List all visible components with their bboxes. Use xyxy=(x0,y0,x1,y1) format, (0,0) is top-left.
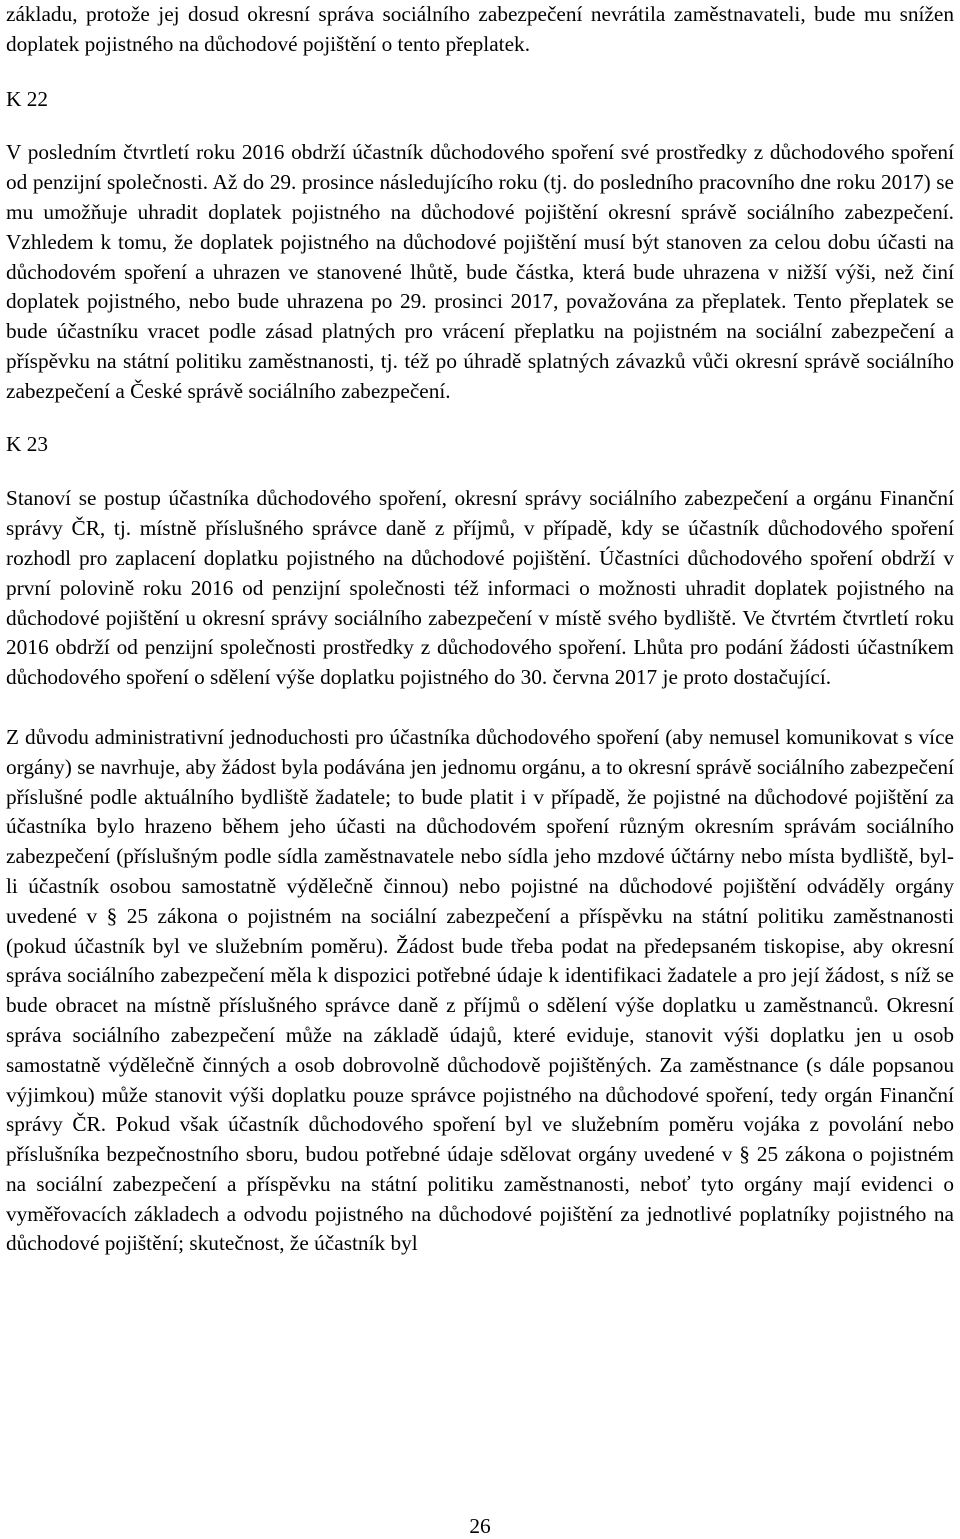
intro-paragraph: základu, protože jej dosud okresní správa sociálního zabezpečení nevrátila zaměstnavateli, bude mu snížen doplatek pojistného na důchodové pojištění o tento přeplatek. xyxy=(6,2,954,56)
paragraph-administrative-simplicity: Z důvodu administrativní jednoduchosti pro účastníka důchodového spoření (aby nemusel komunikovat s více orgány) se navrhuje, aby žádost byla podávána jen jednomu orgánu, a to okresní správě sociálního zabezpečení příslušné podle aktuálního bydliště žadatele; to bude platit i v případě, že pojistné na důchodové pojištění za účastníka bylo hrazeno během jeho účasti na důchodovém spoření různým okresním správám sociálního zabezpečení (příslušným podle sídla zaměstnavatele nebo sídla jeho mzdové účtárny nebo místa bydliště, byl-li účastník osobou samostatně výdělečně činnou) nebo pojistné na důchodové pojištění odváděly orgány uvedené v § 25 zákona o pojistném na sociální zabezpečení a příspěvku na státní politiku zaměstnanosti (pokud účastník byl ve služebním poměru). Žádost bude třeba podat na předepsaném tiskopise, aby okresní správa sociálního zabezpečení měla k dispozici potřebné údaje k identifikaci žadatele a pro její žádost, s níž se bude obracet na místně příslušného správce daně z příjmů o sdělení výše doplatku u zaměstnanců. Okresní správa sociálního zabezpečení může na základě údajů, které eviduje, stanovit výši doplatku jen u osob samostatně výdělečně činných a osob dobrovolně důchodově pojištěných. Za zaměstnance (s dále popsanou výjimkou) může stanovit výši doplatku pouze správce pojistného na důchodové spoření, tedy orgán Finanční správy ČR. Pokud však účastník důchodového spoření byl ve služebním poměru vojáka z povolání nebo příslušníka bezpečnostního sboru, budou potřebné údaje sdělovat orgány uvedené v § 25 zákona o pojistném na sociální zabezpečení a příspěvku na státní politiku zaměstnanosti, neboť tyto orgány mají evidenci o vyměřovacích základech a odvodu pojistného na důchodové pojištění za jednotlivé poplatníky pojistného na důchodové pojištění; skutečnost, že účastník byl xyxy=(6,724,954,1256)
section-heading-k22: K 22 xyxy=(6,86,49,111)
paragraph-k22: V posledním čtvrtletí roku 2016 obdrží účastník důchodového spoření své prostředky z důchodového spoření od penzijní společnosti. Až do 29. prosince následujícího roku (tj. do posledního pracovního dne roku 2017) se mu umožňuje uhradit doplatek pojistného na důchodové pojištění okresní správě sociálního zabezpečení. Vzhledem k tomu, že doplatek pojistného na důchodové pojištění musí být stanoven za celou dobu účasti na důchodovém spoření a uhrazen ve stanovené lhůtě, bude částka, která bude uhrazena v nižší výši, než činí doplatek pojistného, nebo bude uhrazena po 29. prosinci 2017, považována za přeplatek. Tento přeplatek se bude účastníku vracet podle zásad platných pro vrácení přeplatku na pojistném na sociální zabezpečení a příspěvku na státní politiku zaměstnanosti, tj. též po úhradě splatných závazků vůči okresní správě sociálního zabezpečení a České správě sociálního zabezpečení. xyxy=(6,140,954,403)
document-page xyxy=(6,0,954,1259)
paragraph-k23: Stanoví se postup účastníka důchodového spoření, okresní správy sociálního zabezpečení a orgánu Finanční správy ČR, tj. místně příslušného správce daně z příjmů, v případě, kdy se účastník důchodového spoření rozhodl pro zaplacení doplatku pojistného na důchodové pojištění. Účastníci důchodového spoření obdrží v první polovině roku 2016 od penzijní společnosti též informaci o možnosti uhradit doplatek pojistného na důchodové pojištění u okresní správy sociálního zabezpečení v místě svého bydliště. Ve čtvrtém čtvrtletí roku 2016 obdrží od penzijní společnosti prostředky z důchodového spoření. Lhůta pro podání žádosti účastníkem důchodového spoření o sdělení výše doplatku pojistného do 30. června 2017 je proto dostačující. xyxy=(6,486,954,690)
page-number: 26 xyxy=(469,1514,491,1538)
section-heading-k23: K 23 xyxy=(6,431,49,456)
